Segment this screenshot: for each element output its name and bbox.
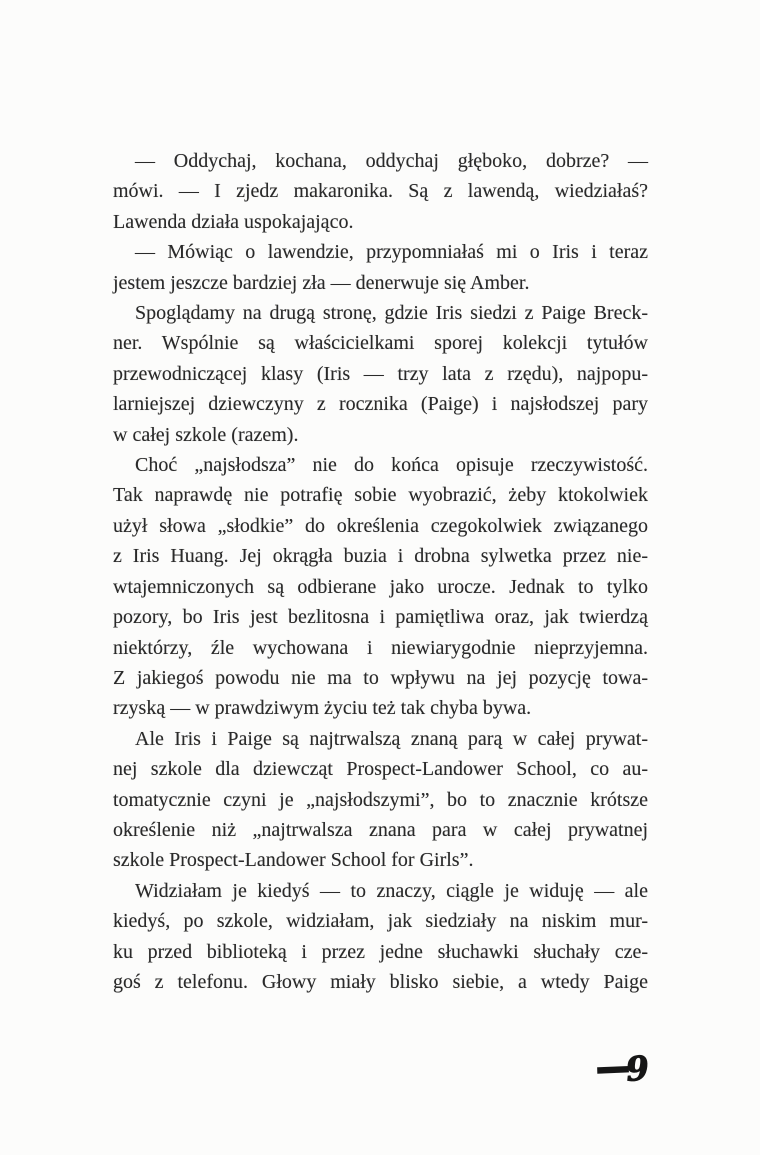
text-line: z Iris Huang. Jej okrągła buzia i drobna sylwetka przez nie- (113, 545, 648, 568)
text-line: Z jakiegoś powodu nie ma to wpływu na jej pozycję towa- (113, 666, 648, 689)
body-text (113, 146, 648, 997)
text-line: tomatycznie czyni je „najsłodszymi”, bo to znacznie krótsze (113, 788, 648, 811)
text-line: użył słowa „słodkie” do określenia czegokolwiek związanego (113, 514, 648, 537)
text-line: Tak naprawdę nie potrafię sobie wyobrazić, żeby ktokolwiek (113, 484, 648, 507)
text-line: ner. Wspólnie są właścicielkami sporej kolekcji tytułów (113, 332, 648, 355)
text-line: niektórzy, źle wychowana i niewiarygodnie nieprzyjemna. (113, 636, 648, 659)
text-line: ku przed biblioteką i przez jedne słuchawki słuchały cze- (113, 940, 648, 963)
paragraph (113, 237, 648, 298)
text-line: przewodniczącej klasy (Iris — trzy lata z rzędu), najpopu- (113, 362, 648, 385)
page-number-value: 9 (624, 1047, 651, 1089)
paragraph (113, 450, 648, 724)
page-number-dash: — (595, 1044, 630, 1092)
text-line: rzyską — w prawdziwym życiu też tak chyba bywa. (113, 697, 532, 720)
paragraph (113, 146, 648, 237)
text-line: goś z telefonu. Głowy miały blisko siebie, a wtedy Paige (113, 970, 648, 993)
text-line: w całej szkole (razem). (113, 423, 299, 446)
paragraph (113, 298, 648, 450)
text-line: Widziałam je kiedyś — to znaczy, ciągle je widuję — ale (135, 879, 648, 902)
text-line: jestem jeszcze bardziej zła — denerwuje się Amber. (113, 271, 530, 294)
text-line: pozory, bo Iris jest bezlitosna i pamiętliwa oraz, jak twierdzą (113, 606, 648, 629)
text-line: larniejszej dziewczyny z rocznika (Paige) i najsłodszej pary (113, 393, 648, 416)
text-line: Lawenda działa uspokajająco. (113, 210, 354, 233)
text-line: Choć „najsłodsza” nie do końca opisuje rzeczywistość. (135, 454, 648, 477)
text-line: — Mówiąc o lawendzie, przypomniałaś mi o Iris i teraz (135, 241, 648, 264)
text-line: Ale Iris i Paige są najtrwalszą znaną parą w całej prywat- (135, 727, 648, 750)
text-line: szkole Prospect-Landower School for Girls”. (113, 849, 474, 872)
page-number (596, 1046, 649, 1090)
text-line: Spoglądamy na drugą stronę, gdzie Iris siedzi z Paige Breck- (135, 302, 648, 325)
text-line: mówi. — I zjedz makaronika. Są z lawendą, wiedziałaś? (113, 180, 648, 203)
text-line: wtajemniczonych są odbierane jako urocze. Jednak to tylko (113, 575, 648, 598)
text-line: nej szkole dla dziewcząt Prospect-Landower School, co au- (113, 758, 648, 781)
paragraph (113, 876, 648, 998)
text-line: kiedyś, po szkole, widziałam, jak siedziały na niskim mur- (113, 910, 648, 933)
text-line: — Oddychaj, kochana, oddychaj głęboko, dobrze? — (135, 150, 648, 172)
text-line: określenie niż „najtrwalsza znana para w całej prywatnej (113, 818, 648, 841)
paragraph (113, 724, 648, 876)
